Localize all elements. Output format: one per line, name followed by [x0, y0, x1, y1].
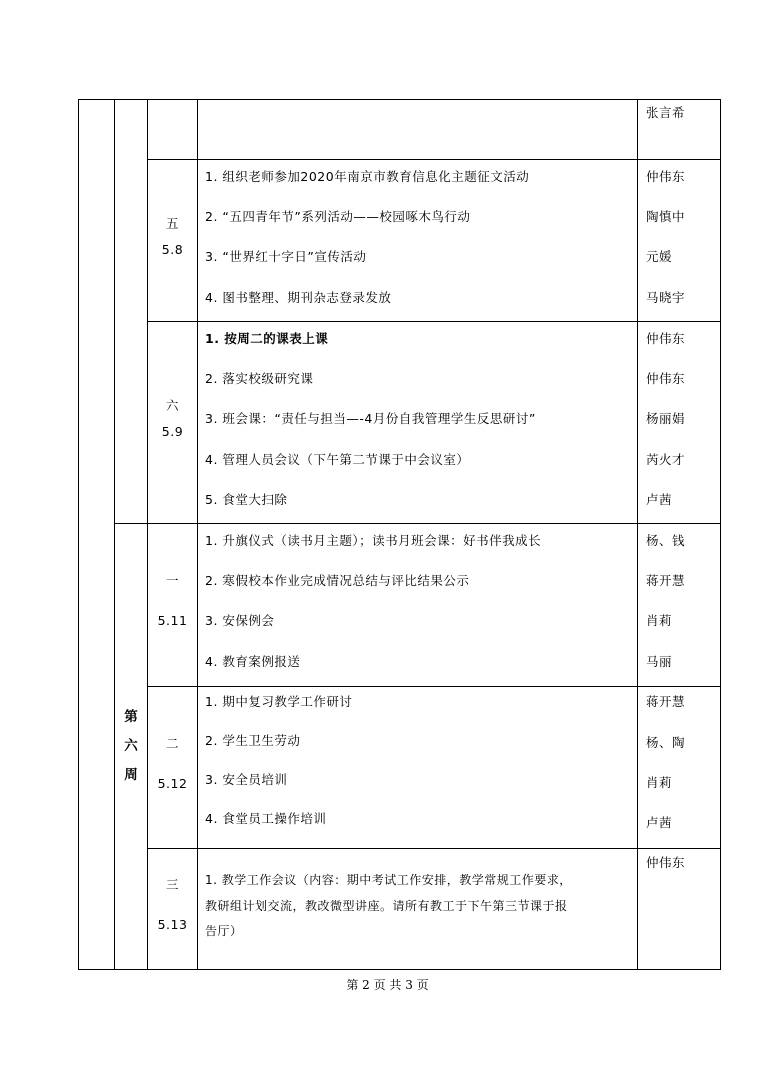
- day-label: 一: [165, 573, 179, 588]
- schedule-item: 3. “世界红十字日”宣传活动: [205, 249, 367, 264]
- schedule-item: 2. 学生卫生劳动: [205, 733, 301, 748]
- table-border-left: [78, 99, 79, 970]
- responsible-person: 仲伟东: [646, 331, 686, 346]
- responsible-person: 元媛: [646, 249, 673, 264]
- top-row-person: 张言希: [646, 105, 686, 120]
- responsible-person: 陶慎中: [646, 209, 686, 224]
- day-date: 5.13: [157, 917, 188, 932]
- schedule-item: 4. 图书整理、期刊杂志登录发放: [205, 290, 392, 305]
- week-label-char: 六: [124, 738, 138, 754]
- table-divider-week: [114, 99, 115, 970]
- week-label-char: 周: [124, 767, 138, 783]
- schedule-item: 1. 升旗仪式（读书月主题）；读书月班会课：好书伴我成长: [205, 533, 542, 548]
- responsible-person: 肖莉: [646, 613, 673, 628]
- table-border-right: [720, 99, 721, 970]
- responsible-person: 杨、钱: [646, 533, 686, 548]
- schedule-item: 3. 安保例会: [205, 613, 275, 628]
- responsible-person: 蒋开慧: [646, 694, 686, 709]
- responsible-person: 仲伟东: [646, 371, 686, 386]
- row-divider-5-9: [147, 321, 721, 322]
- responsible-person: 芮火才: [646, 452, 686, 467]
- schedule-item: 4. 管理人员会议（下午第二节课于中会议室）: [205, 452, 470, 467]
- schedule-item: 2. “五四青年节”系列活动——校园啄木鸟行动: [205, 209, 471, 224]
- responsible-person: 杨、陶: [646, 735, 686, 750]
- responsible-person: 杨丽娟: [646, 411, 686, 426]
- schedule-item: 3. 班会课：“责任与担当—-4月份自我管理学生反思研讨”: [205, 411, 536, 426]
- row-divider-5-8: [147, 159, 721, 160]
- row-divider-5-12: [147, 686, 721, 687]
- schedule-item: 4. 教育案例报送: [205, 654, 301, 669]
- schedule-item: 教研组计划交流，教改微型讲座。请所有教工于下午第三节课于报: [205, 899, 568, 913]
- responsible-person: 仲伟东: [646, 855, 686, 870]
- row-divider-5-13: [147, 848, 721, 849]
- schedule-item: 5. 食堂大扫除: [205, 492, 288, 507]
- week-divider: [114, 523, 721, 524]
- responsible-person: 马晓宇: [646, 290, 686, 305]
- schedule-item: 2. 落实校级研究课: [205, 371, 314, 386]
- schedule-item: 告厅）: [205, 924, 243, 938]
- responsible-person: 卢茜: [646, 815, 673, 830]
- schedule-item: 4. 食堂员工操作培训: [205, 811, 327, 826]
- responsible-person: 肖莉: [646, 775, 673, 790]
- day-label: 六: [165, 398, 179, 413]
- day-label: 二: [165, 736, 179, 751]
- responsible-person: 仲伟东: [646, 169, 686, 184]
- day-date: 5.8: [161, 242, 184, 257]
- week-label-char: 第: [124, 709, 138, 725]
- day-date: 5.12: [157, 776, 188, 791]
- schedule-item: 1. 按周二的课表上课: [205, 331, 329, 346]
- table-border-top: [78, 99, 721, 100]
- day-date: 5.11: [157, 613, 188, 628]
- page-footer: 第 2 页 共 3 页: [346, 978, 429, 992]
- schedule-item: 1. 组织老师参加2020年南京市教育信息化主题征文活动: [205, 169, 530, 184]
- schedule-item: 1. 期中复习教学工作研讨: [205, 694, 353, 709]
- responsible-person: 马丽: [646, 654, 673, 669]
- table-divider-person: [637, 99, 638, 970]
- table-divider-content: [197, 99, 198, 970]
- responsible-person: 卢茜: [646, 492, 673, 507]
- day-label: 三: [165, 877, 179, 892]
- day-label: 五: [165, 216, 179, 231]
- schedule-item: 2. 寒假校本作业完成情况总结与评比结果公示: [205, 573, 470, 588]
- table-border-bottom: [78, 969, 721, 970]
- schedule-item: 3. 安全员培训: [205, 772, 288, 787]
- day-date: 5.9: [161, 424, 184, 439]
- schedule-item: 1. 教学工作会议（内容：期中考试工作安排，教学常规工作要求，: [205, 873, 572, 887]
- responsible-person: 蒋开慧: [646, 573, 686, 588]
